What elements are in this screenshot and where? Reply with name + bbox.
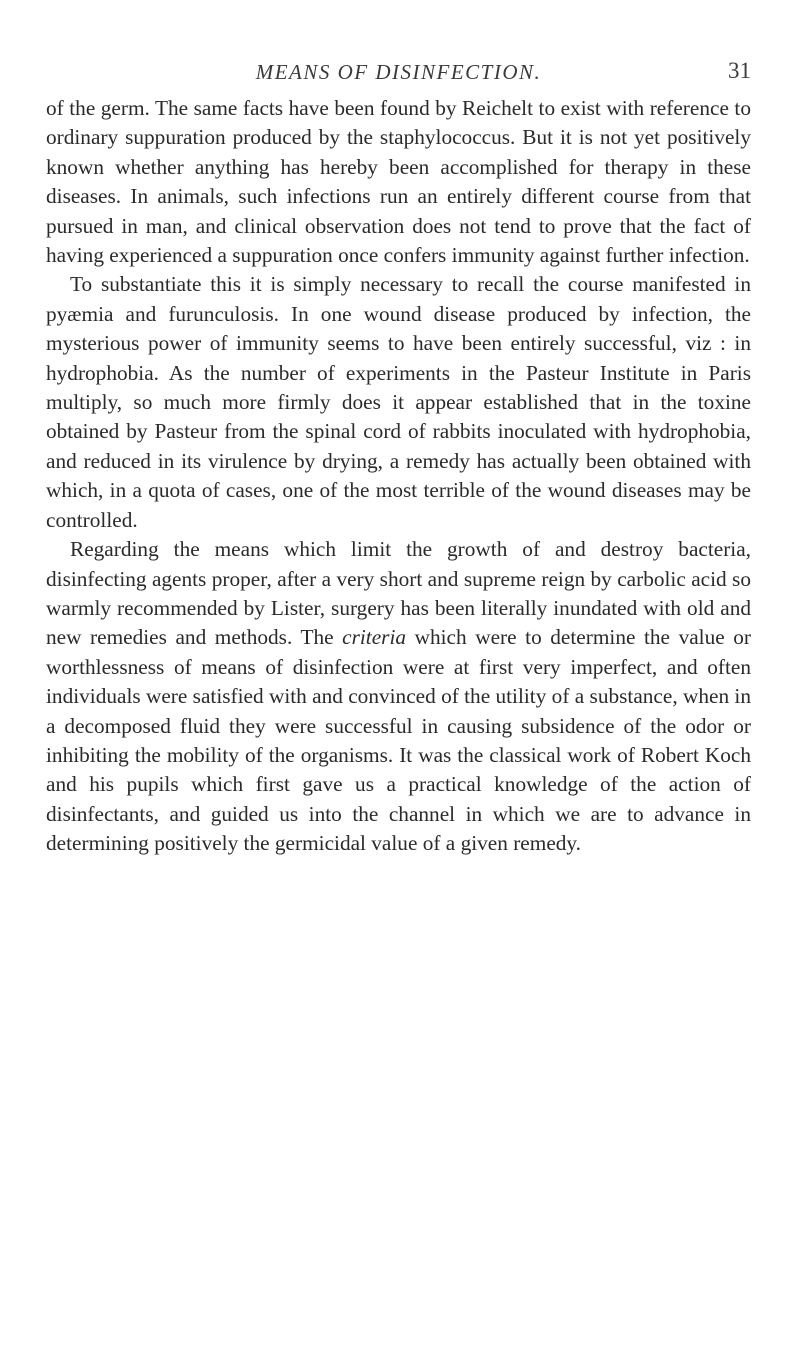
paragraph-text-before: Regarding the means which limit the growth of and destroy bacteria, disinfecting agents proper, after a very short and supreme reign by carbolic acid so warmly recommended by Lister, surgery has been literally inundated with old and new remedies and methods. The [46,537,751,650]
paragraph-hydrophobia: To substantiate this it is simply necessary to recall the course manifested in pyæmia and furunculosis. In one wound disease produced by infection, the mysterious power of immunity seems to have been entirely successful, viz : in hydrophobia. As the number of experiments in the Pasteur Institute in Paris multiply, so much more firmly does it appear established that in the toxine obtained by Pasteur from the spinal cord of rabbits inoculated with hydrophobia, and reduced in its virulence by drying, a remedy has actually been obtained with which, in a quota of cases, one of the most terrible of the wound diseases may be controlled. [46,272,751,532]
italic-term-criteria: criteria [342,625,407,650]
paragraph-text-after: which were to determine the value or worthlessness of means of disinfection were at first very imperfect, and often individuals were satisfied with and convinced of the utility of a substance, when in a decomposed fluid they were successful in causing subsidence of the odor or inhibiting the mobility of the organisms. It was the classical work of Robert Koch and his pupils which first gave us a practical knowledge of the action of disinfectants, and guided us into the channel in which we are to advance in determining positively the germicidal value of a given remedy. [46,625,751,856]
paragraph-continued: of the germ. The same facts have been found by Reichelt to exist with reference to ordinary suppuration produced by the staphylococcus. But it is not yet positively known whether anything has hereby been accomplished for therapy in these diseases. In animals, such infections run an entirely different course from that pursued in man, and clinical observation does not tend to prove that the fact of having experienced a suppuration once confers immunity against further infection. [46,96,751,268]
running-head [46,60,751,94]
book-page [46,60,751,859]
paragraph-disinfecting-agents [46,535,751,858]
page-number: 31 [728,58,751,83]
running-title: MEANS OF DISINFECTION. [255,60,542,84]
